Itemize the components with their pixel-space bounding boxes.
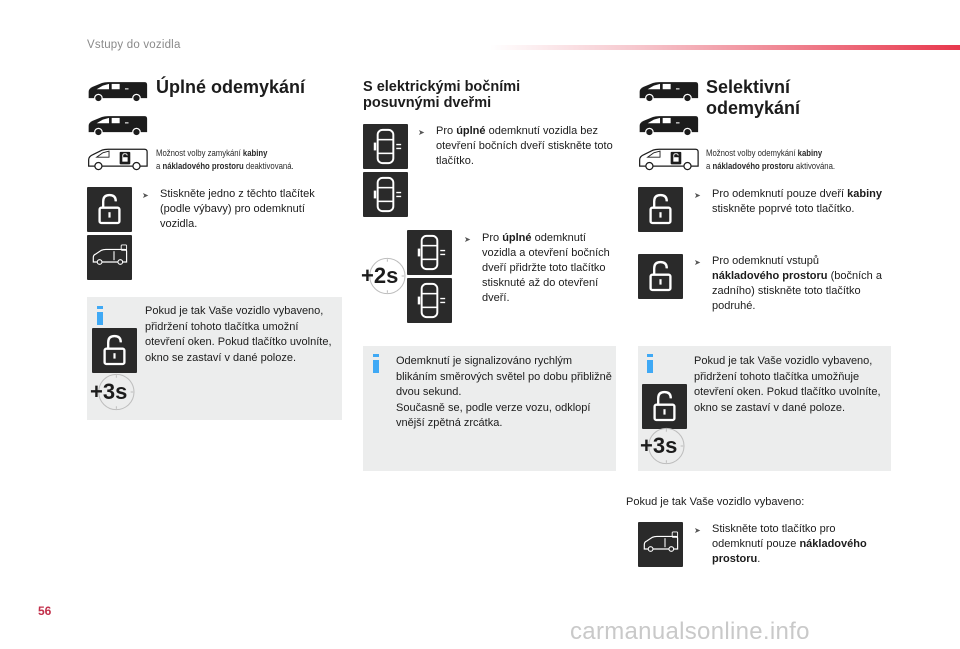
info-text: Odemknutí je signalizováno rychlým blikáním směrových světel po dobu přibližně dvou sekund. Současně se, podle verze vozu, odklopí vnější zpětná zrcátka. bbox=[396, 355, 612, 429]
van-icon bbox=[637, 78, 699, 104]
padlock-open-icon bbox=[87, 187, 132, 232]
unlock-button[interactable] bbox=[92, 328, 137, 373]
info-icon bbox=[647, 354, 653, 374]
arrow-icon: ➤ bbox=[418, 128, 425, 137]
padlock-open-icon bbox=[642, 384, 687, 429]
unlock-button[interactable] bbox=[642, 384, 687, 429]
sliding-door-icon bbox=[363, 172, 408, 217]
unlock-button[interactable] bbox=[363, 172, 408, 217]
unlock-button[interactable] bbox=[638, 254, 683, 299]
sliding-door-icon bbox=[407, 230, 452, 275]
instruction-bullet: ➤ Pro odemknutí pouze dveří kabiny stiskněte poprvé toto tlačítko. bbox=[694, 188, 882, 215]
padlock-open-icon bbox=[638, 254, 683, 299]
van-outline-icon bbox=[638, 522, 683, 567]
arrow-icon: ➤ bbox=[464, 235, 471, 244]
section-title-full-unlock: Úplné odemykání bbox=[156, 77, 306, 97]
section-label: Vstupy do vozidla bbox=[87, 39, 181, 51]
info-icon bbox=[373, 354, 379, 374]
van-outline-icon bbox=[87, 235, 132, 280]
van-outline-icon bbox=[637, 146, 699, 172]
arrow-icon: ➤ bbox=[694, 258, 701, 267]
equipped-note: Pokud je tak Vaše vozidlo vybaveno: bbox=[626, 496, 805, 508]
instruction-bullet: ➤ Stiskněte toto tlačítko pro odemknutí pouze nákladového prostoru. bbox=[694, 523, 867, 565]
tailgate-unlock-button[interactable] bbox=[87, 235, 132, 280]
option-note: Možnost volby odemykání kabiny a nákladového prostoru aktivována. bbox=[706, 148, 836, 171]
unlock-button[interactable] bbox=[407, 278, 452, 323]
sliding-door-icon bbox=[407, 278, 452, 323]
van-icon bbox=[86, 78, 148, 104]
instruction-bullet: ➤ Pro úplné odemknutí vozidla bez otevření bočních dveří stiskněte toto tlačítko. bbox=[418, 125, 613, 167]
watermark: carmanualsonline.info bbox=[570, 618, 810, 645]
instruction-bullet: ➤ Stiskněte jedno z těchto tlačítek (podle výbavy) pro odemknutí vozidla. bbox=[142, 188, 315, 230]
padlock-open-icon bbox=[92, 328, 137, 373]
unlock-button[interactable] bbox=[407, 230, 452, 275]
tailgate-unlock-button[interactable] bbox=[638, 522, 683, 567]
sliding-door-icon bbox=[363, 124, 408, 169]
hold-duration-label: +3s bbox=[90, 379, 128, 404]
arrow-icon: ➤ bbox=[142, 191, 149, 200]
hold-duration-label: +2s bbox=[361, 263, 399, 288]
info-icon bbox=[97, 306, 103, 326]
arrow-icon: ➤ bbox=[694, 191, 701, 200]
van-icon bbox=[637, 112, 699, 138]
section-title-selective-unlock: Selektivní odemykání bbox=[706, 77, 801, 118]
header-accent-bar bbox=[490, 45, 960, 50]
van-outline-icon bbox=[86, 146, 148, 172]
info-text: Pokud je tak Vaše vozidlo vybaveno, přidržení tohoto tlačítka umožňuje otevření oken. Pokud tlačítko uvolníte, okno se zastaví v dané poloze. bbox=[694, 355, 881, 414]
padlock-open-icon bbox=[638, 187, 683, 232]
instruction-bullet: ➤ Pro úplné odemknutí vozidla a otevření bočních dveří přidržte toto tlačítko stisknuté až do otevření dveří. bbox=[464, 232, 610, 304]
van-icon bbox=[86, 112, 148, 138]
page-number: 56 bbox=[38, 604, 52, 618]
arrow-icon: ➤ bbox=[694, 526, 701, 535]
unlock-button[interactable] bbox=[87, 187, 132, 232]
unlock-button[interactable] bbox=[638, 187, 683, 232]
unlock-button[interactable] bbox=[363, 124, 408, 169]
option-note: Možnost volby zamykání kabiny a nákladového prostoru deaktivovaná. bbox=[156, 148, 294, 171]
hold-duration-label: +3s bbox=[640, 433, 678, 458]
instruction-bullet: ➤ Pro odemknutí vstupů nákladového prostoru (bočních a zadního) stiskněte toto tlačítko podruhé. bbox=[694, 255, 882, 312]
section-title-sliding-doors: S elektrickými bočními posuvnými dveřmi bbox=[363, 79, 521, 111]
info-text: Pokud je tak Vaše vozidlo vybaveno, přidržení tohoto tlačítka umožní otevření oken. Pokud tlačítko uvolníte, okno se zastaví v dané poloze. bbox=[145, 305, 332, 364]
